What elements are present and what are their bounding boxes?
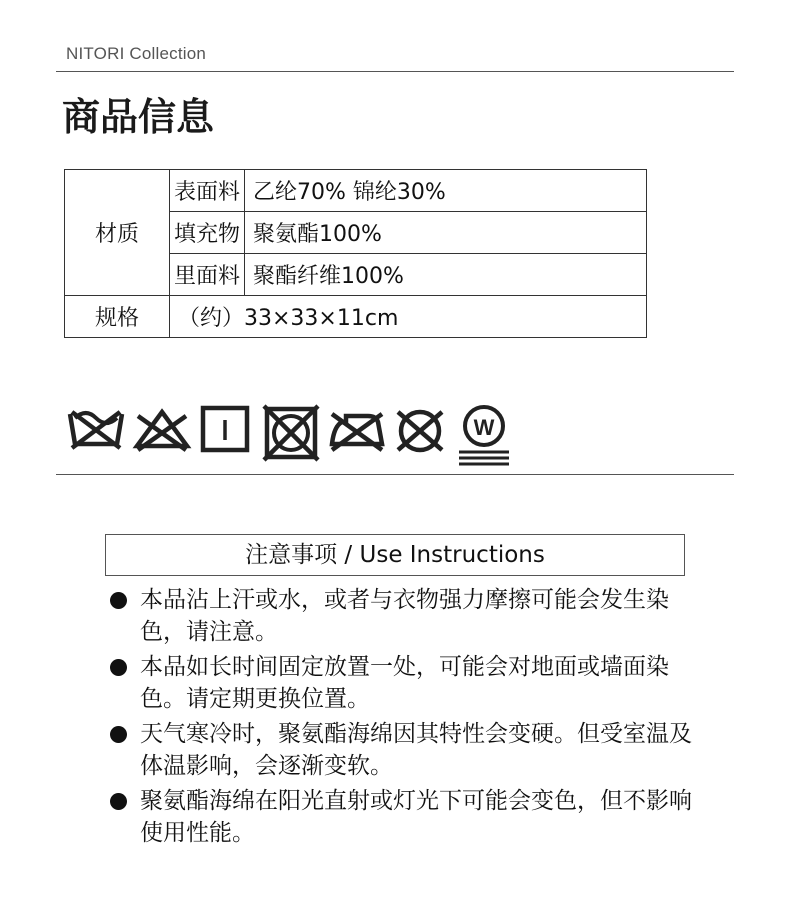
notice-list bbox=[108, 584, 698, 852]
list-item bbox=[108, 785, 698, 849]
no-iron-icon bbox=[326, 404, 386, 454]
bullet-icon bbox=[110, 793, 127, 810]
list-item bbox=[108, 718, 698, 782]
no-tumble-dry-icon bbox=[262, 404, 320, 462]
size-value: （约）33×33×11cm bbox=[170, 296, 647, 338]
line-dry-icon bbox=[200, 404, 250, 454]
page-title: 商品信息 bbox=[62, 95, 215, 139]
bullet-icon bbox=[110, 726, 127, 743]
wet-clean-icon bbox=[456, 404, 512, 466]
notice-text: 聚氨酯海绵在阳光直射或灯光下可能会变色，但不影响使用性能。 bbox=[140, 788, 692, 846]
notice-text: 本品沾上汗或水，或者与衣物强力摩擦可能会发生染色，请注意。 bbox=[140, 587, 669, 645]
list-item bbox=[108, 584, 698, 648]
no-bleach-icon bbox=[132, 404, 192, 454]
notice-text: 本品如长时间固定放置一处，可能会对地面或墙面染色。请定期更换位置。 bbox=[140, 654, 669, 712]
section-divider bbox=[56, 474, 734, 475]
notice-text: 天气寒冷时，聚氨酯海绵因其特性会变硬。但受室温及体温影响，会逐渐变软。 bbox=[140, 721, 692, 779]
bullet-icon bbox=[110, 659, 127, 676]
spec-table bbox=[64, 169, 647, 338]
bullet-icon bbox=[110, 592, 127, 609]
svg-text:W: W bbox=[473, 415, 495, 440]
header-divider bbox=[56, 71, 734, 72]
notice-heading: 注意事项 / Use Instructions bbox=[105, 534, 685, 576]
care-symbols bbox=[66, 404, 512, 466]
no-dry-clean-icon bbox=[392, 404, 448, 454]
material-part: 填充物 bbox=[170, 212, 245, 254]
size-label: 规格 bbox=[65, 296, 170, 338]
material-value: 聚酯纤维100% bbox=[245, 254, 647, 296]
list-item bbox=[108, 651, 698, 715]
material-label: 材质 bbox=[65, 170, 170, 296]
brand-label: NITORI Collection bbox=[66, 44, 207, 63]
table-row bbox=[65, 296, 647, 338]
table-row bbox=[65, 170, 647, 212]
material-part: 里面料 bbox=[170, 254, 245, 296]
material-value: 乙纶70% 锦纶30% bbox=[245, 170, 647, 212]
material-part: 表面料 bbox=[170, 170, 245, 212]
material-value: 聚氨酯100% bbox=[245, 212, 647, 254]
no-wash-icon bbox=[66, 404, 126, 454]
